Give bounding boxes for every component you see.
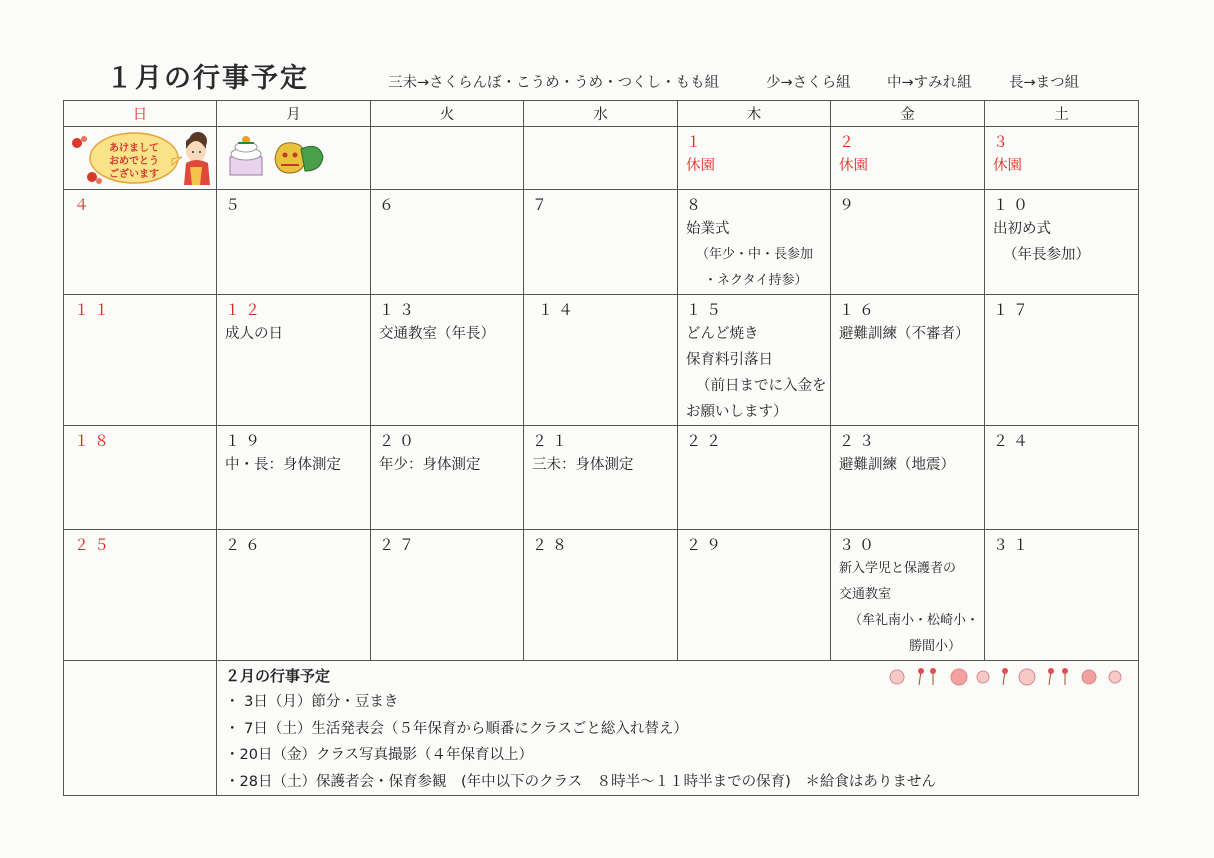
legend-sanmi: 三未→さくらんぼ・こうめ・うめ・つくし・もも組: [388, 75, 720, 91]
day-number: １: [686, 133, 707, 151]
day-number: １６: [839, 301, 880, 319]
event-text: 勝間小）: [909, 639, 962, 654]
day-number: ２２: [686, 432, 727, 450]
kagami-mochi-shishimai-illustration: [217, 127, 369, 185]
weekday-thu: 木: [678, 101, 831, 127]
event-text: 保育料引落日: [686, 352, 773, 368]
day-cell: [217, 530, 371, 661]
event-text: 中・長：身体測定: [225, 457, 341, 473]
event-text: お願いします）: [686, 404, 788, 420]
day-cell: [985, 190, 1139, 295]
event-text: 年少：身体測定: [379, 457, 481, 473]
week-row: [64, 426, 1139, 530]
day-number: ９: [839, 196, 860, 214]
day-number: ７: [532, 196, 553, 214]
day-number: ３: [993, 133, 1014, 151]
day-cell: [678, 530, 831, 661]
day-cell: [64, 127, 217, 190]
day-cell: [524, 426, 678, 530]
day-number: ２１: [532, 432, 573, 450]
day-cell: [678, 295, 831, 426]
event-text: 避難訓練（不審者）: [839, 326, 970, 342]
day-cell: [831, 295, 985, 426]
day-cell: [678, 127, 831, 190]
day-cell: [64, 426, 217, 530]
day-cell: [217, 426, 371, 530]
day-cell: [831, 530, 985, 661]
day-cell: [64, 530, 217, 661]
week-row: [64, 530, 1139, 661]
event-text: 休園: [686, 158, 715, 174]
february-item: ・20日（金）クラス写真撮影（４年保育以上）: [225, 747, 534, 763]
day-number: １３: [379, 301, 420, 319]
day-number: ２６: [225, 536, 266, 554]
weekday-tue: 火: [371, 101, 524, 127]
day-cell: [217, 295, 371, 426]
week-row: [64, 127, 1139, 190]
weekday-header-row: [64, 101, 1139, 127]
page-title: １月の行事予定: [106, 63, 309, 94]
february-item: ・ 7日（土）生活発表会（５年保育から順番にクラスごと総入れ替え）: [225, 720, 688, 737]
week-row: [64, 295, 1139, 426]
day-cell: [678, 426, 831, 530]
february-row: [64, 661, 1139, 796]
day-number: １８: [74, 432, 115, 450]
event-text: 休園: [993, 158, 1022, 174]
day-number: ２４: [993, 432, 1034, 450]
weekday-sat: 土: [985, 101, 1139, 127]
greeting-line-2: おめでとう: [109, 156, 159, 167]
day-cell: [371, 190, 524, 295]
event-text: 出初め式: [993, 221, 1051, 237]
day-cell: [217, 127, 371, 190]
day-number: ５: [225, 196, 246, 214]
weekday-wed: 水: [524, 101, 678, 127]
day-cell: [524, 295, 678, 426]
event-text: （前日までに入金を: [696, 378, 827, 394]
day-number: ２０: [379, 432, 420, 450]
day-cell: [985, 426, 1139, 530]
day-cell: [524, 190, 678, 295]
greeting-line-3: ございます: [109, 169, 159, 180]
day-cell: [371, 127, 524, 190]
event-text: 新入学児と保護者の: [839, 561, 957, 576]
day-number: ４: [74, 196, 95, 214]
day-number: １０: [993, 196, 1034, 214]
day-number: ２７: [379, 536, 420, 554]
day-number: ２３: [839, 432, 880, 450]
day-number: ２８: [532, 536, 573, 554]
february-title: ２月の行事予定: [225, 667, 331, 685]
week-row: [64, 190, 1139, 295]
flower-decoration-icon: [885, 663, 1130, 691]
day-cell: [371, 530, 524, 661]
event-text: ・ネクタイ持参）: [704, 273, 808, 288]
weekday-mon: 月: [217, 101, 371, 127]
february-schedule: [217, 661, 1139, 796]
day-cell: [524, 127, 678, 190]
event-text: 三未：身体測定: [532, 457, 634, 473]
day-cell: [985, 127, 1139, 190]
day-number: ８: [686, 196, 707, 214]
event-text: 交通教室: [839, 587, 892, 602]
day-number: １４: [538, 301, 579, 319]
weekday-fri: 金: [831, 101, 985, 127]
day-number: ３０: [839, 536, 880, 554]
event-text: どんど焼き: [686, 326, 759, 342]
greeting-line-1: あけまして: [109, 143, 159, 154]
day-cell: [831, 426, 985, 530]
day-number: １２: [225, 301, 266, 319]
legend-sho: 少→さくら組: [766, 75, 851, 91]
day-number: ３１: [993, 536, 1034, 554]
event-text: （年長参加）: [1003, 247, 1090, 263]
day-number: １９: [225, 432, 266, 450]
day-cell: [985, 295, 1139, 426]
day-cell: [217, 190, 371, 295]
event-text: 避難訓練（地震）: [839, 457, 955, 473]
day-number: ２５: [74, 536, 115, 554]
day-number: ２: [839, 133, 860, 151]
legend-chu: 中→すみれ組: [887, 75, 972, 91]
calendar-table: [63, 100, 1139, 796]
day-cell: [678, 190, 831, 295]
event-text: 始業式: [686, 221, 730, 237]
day-cell: [371, 295, 524, 426]
new-year-girl-illustration: [64, 127, 216, 185]
event-text: 交通教室（年長）: [379, 326, 495, 342]
day-cell: [524, 530, 678, 661]
event-text: 休園: [839, 158, 868, 174]
day-cell: [985, 530, 1139, 661]
february-item: ・28日（土）保護者会・保育参観 (年中以下のクラス ８時半～１１時半までの保育) ＊給食はありません: [225, 773, 936, 790]
weekday-sun: 日: [64, 101, 217, 127]
event-text: （牟礼南小・松崎小・: [849, 613, 980, 628]
day-number: ２９: [686, 536, 727, 554]
legend-cho: 長→まつ組: [1009, 75, 1080, 91]
day-cell: [64, 190, 217, 295]
day-number: １１: [74, 301, 115, 319]
event-text: 成人の日: [225, 326, 283, 342]
empty-cell: [64, 661, 217, 796]
day-number: １７: [993, 301, 1034, 319]
day-cell: [64, 295, 217, 426]
day-cell: [371, 426, 524, 530]
event-text: （年少・中・長参加: [696, 247, 814, 262]
day-number: １５: [686, 301, 727, 319]
february-item: ・ 3日（月）節分・豆まき: [225, 694, 399, 710]
day-number: ６: [379, 196, 400, 214]
day-cell: [831, 127, 985, 190]
day-cell: [831, 190, 985, 295]
